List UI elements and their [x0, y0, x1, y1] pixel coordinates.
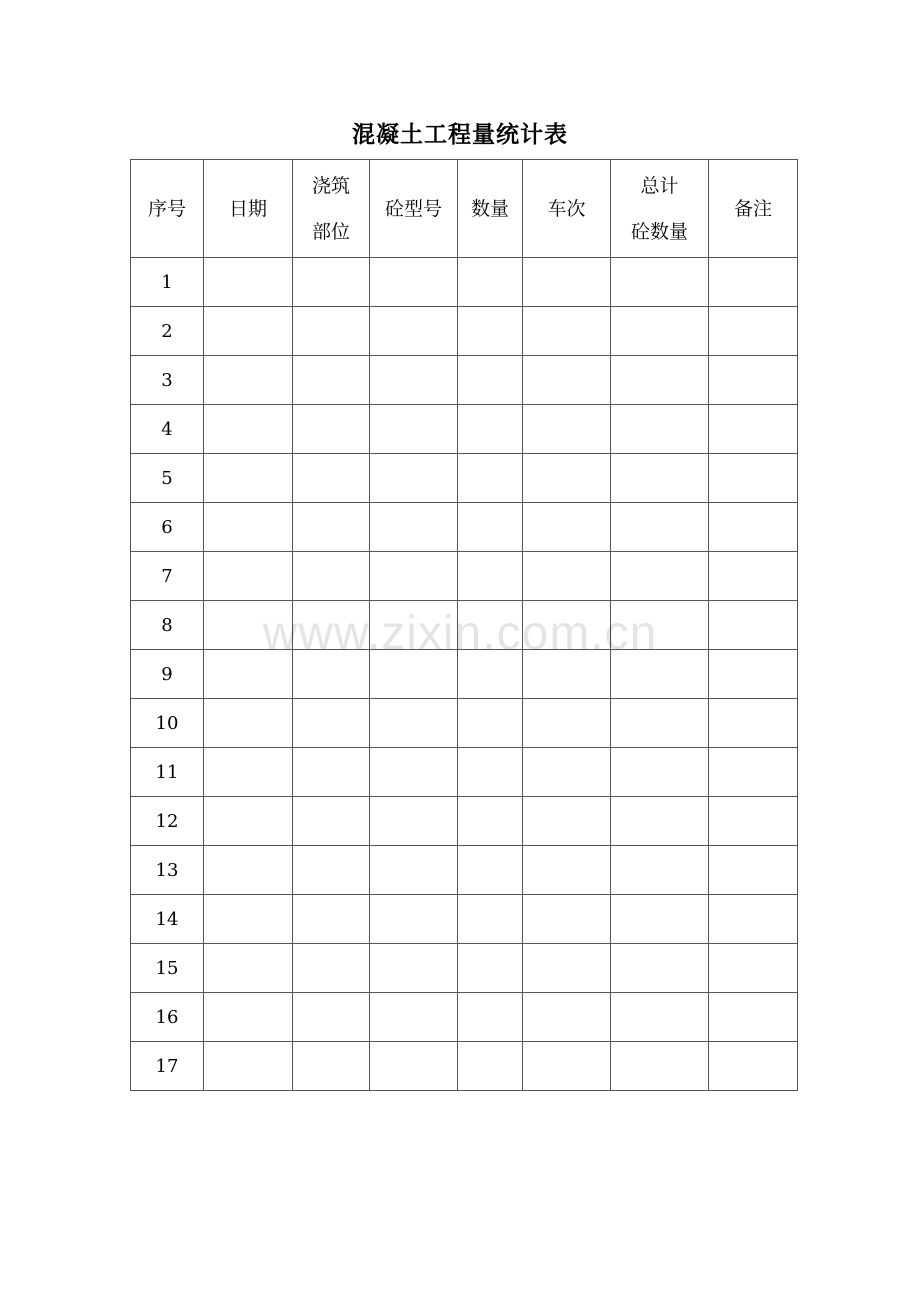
seq-cell: 7: [131, 552, 204, 601]
pour-location-cell[interactable]: [293, 356, 370, 405]
concrete-grade-cell[interactable]: [370, 797, 458, 846]
trips-cell[interactable]: [523, 601, 611, 650]
header-row: [131, 160, 798, 258]
quantity-cell[interactable]: [458, 895, 523, 944]
concrete-grade-cell[interactable]: [370, 405, 458, 454]
pour-location-cell[interactable]: [293, 454, 370, 503]
quantity-cell[interactable]: [458, 1042, 523, 1091]
header-total-volume-line1: 总计: [640, 174, 679, 197]
table-row: [131, 405, 798, 454]
remarks-cell[interactable]: [709, 846, 798, 895]
header-total-volume: [611, 160, 709, 258]
table-row: [131, 944, 798, 993]
pour-location-cell[interactable]: [293, 307, 370, 356]
table-row: [131, 307, 798, 356]
header-date-label: 日期: [228, 197, 267, 220]
pour-location-cell[interactable]: [293, 748, 370, 797]
quantity-cell[interactable]: [458, 944, 523, 993]
quantity-cell[interactable]: [458, 699, 523, 748]
remarks-cell[interactable]: [709, 797, 798, 846]
total-volume-cell[interactable]: [611, 1042, 709, 1091]
total-volume-cell[interactable]: [611, 846, 709, 895]
seq-cell: 3: [131, 356, 204, 405]
date-cell[interactable]: [204, 356, 293, 405]
concrete-grade-cell[interactable]: [370, 601, 458, 650]
remarks-cell[interactable]: [709, 405, 798, 454]
total-volume-cell[interactable]: [611, 895, 709, 944]
date-cell[interactable]: [204, 944, 293, 993]
trips-cell[interactable]: [523, 993, 611, 1042]
quantity-cell[interactable]: [458, 258, 523, 307]
pour-location-cell[interactable]: [293, 258, 370, 307]
header-quantity: [458, 160, 523, 258]
quantity-cell[interactable]: [458, 650, 523, 699]
date-cell[interactable]: [204, 846, 293, 895]
remarks-cell[interactable]: [709, 1042, 798, 1091]
concrete-grade-cell[interactable]: [370, 895, 458, 944]
concrete-grade-cell[interactable]: [370, 748, 458, 797]
concrete-grade-cell[interactable]: [370, 503, 458, 552]
total-volume-cell[interactable]: [611, 993, 709, 1042]
trips-cell[interactable]: [523, 552, 611, 601]
date-cell[interactable]: [204, 748, 293, 797]
remarks-cell[interactable]: [709, 650, 798, 699]
pour-location-cell[interactable]: [293, 1042, 370, 1091]
seq-cell: 13: [131, 846, 204, 895]
trips-cell[interactable]: [523, 650, 611, 699]
concrete-grade-cell[interactable]: [370, 944, 458, 993]
date-cell[interactable]: [204, 552, 293, 601]
total-volume-cell[interactable]: [611, 944, 709, 993]
concrete-grade-cell[interactable]: [370, 699, 458, 748]
seq-cell: 5: [131, 454, 204, 503]
remarks-cell[interactable]: [709, 454, 798, 503]
pour-location-cell[interactable]: [293, 405, 370, 454]
header-concrete-grade: [370, 160, 458, 258]
trips-cell[interactable]: [523, 454, 611, 503]
concrete-grade-cell[interactable]: [370, 356, 458, 405]
remarks-cell[interactable]: [709, 552, 798, 601]
seq-cell: 16: [131, 993, 204, 1042]
remarks-cell[interactable]: [709, 944, 798, 993]
seq-cell: 9: [131, 650, 204, 699]
concrete-grade-cell[interactable]: [370, 552, 458, 601]
watermark: www.zixin.com.cn: [262, 607, 658, 660]
concrete-grade-cell[interactable]: [370, 650, 458, 699]
table-row: [131, 895, 798, 944]
trips-cell[interactable]: [523, 1042, 611, 1091]
table-row: [131, 846, 798, 895]
trips-cell[interactable]: [523, 846, 611, 895]
quantity-cell[interactable]: [458, 454, 523, 503]
quantity-cell[interactable]: [458, 552, 523, 601]
table-row: [131, 552, 798, 601]
total-volume-cell[interactable]: [611, 356, 709, 405]
concrete-grade-cell[interactable]: [370, 993, 458, 1042]
table-row: [131, 993, 798, 1042]
date-cell[interactable]: [204, 503, 293, 552]
quantity-cell[interactable]: [458, 748, 523, 797]
remarks-cell[interactable]: [709, 258, 798, 307]
date-cell[interactable]: [204, 601, 293, 650]
seq-cell: 12: [131, 797, 204, 846]
seq-cell: 8: [131, 601, 204, 650]
pour-location-cell[interactable]: [293, 846, 370, 895]
pour-location-cell[interactable]: [293, 699, 370, 748]
table-row: [131, 748, 798, 797]
table-row: [131, 650, 798, 699]
remarks-cell[interactable]: [709, 699, 798, 748]
trips-cell[interactable]: [523, 405, 611, 454]
quantity-cell[interactable]: [458, 405, 523, 454]
header-quantity-label: 数量: [470, 197, 509, 220]
seq-cell: 6: [131, 503, 204, 552]
total-volume-cell[interactable]: [611, 405, 709, 454]
header-total-volume-line2: 砼数量: [630, 220, 688, 243]
date-cell[interactable]: [204, 454, 293, 503]
date-cell[interactable]: [204, 307, 293, 356]
remarks-cell[interactable]: [709, 993, 798, 1042]
quantity-cell[interactable]: [458, 503, 523, 552]
date-cell[interactable]: [204, 699, 293, 748]
header-remarks-label: 备注: [733, 197, 772, 220]
seq-cell: 14: [131, 895, 204, 944]
pour-location-cell[interactable]: [293, 601, 370, 650]
pour-location-cell[interactable]: [293, 650, 370, 699]
concrete-grade-cell[interactable]: [370, 1042, 458, 1091]
date-cell[interactable]: [204, 797, 293, 846]
header-seq: [131, 160, 204, 258]
table-row: [131, 1042, 798, 1091]
date-cell[interactable]: [204, 405, 293, 454]
date-cell[interactable]: [204, 1042, 293, 1091]
trips-cell[interactable]: [523, 944, 611, 993]
total-volume-cell[interactable]: [611, 601, 709, 650]
trips-cell[interactable]: [523, 356, 611, 405]
seq-cell: 10: [131, 699, 204, 748]
pour-location-cell[interactable]: [293, 944, 370, 993]
table-row: [131, 356, 798, 405]
total-volume-cell[interactable]: [611, 503, 709, 552]
document-title: 混凝土工程量统计表: [352, 121, 568, 148]
remarks-cell[interactable]: [709, 356, 798, 405]
trips-cell[interactable]: [523, 797, 611, 846]
header-date: [204, 160, 293, 258]
pour-location-cell[interactable]: [293, 895, 370, 944]
total-volume-cell[interactable]: [611, 650, 709, 699]
remarks-cell[interactable]: [709, 307, 798, 356]
concrete-grade-cell[interactable]: [370, 454, 458, 503]
header-seq-label: 序号: [147, 197, 186, 220]
total-volume-cell[interactable]: [611, 748, 709, 797]
total-volume-cell[interactable]: [611, 454, 709, 503]
header-remarks: [709, 160, 798, 258]
seq-cell: 2: [131, 307, 204, 356]
date-cell[interactable]: [204, 258, 293, 307]
quantity-cell[interactable]: [458, 993, 523, 1042]
seq-cell: 17: [131, 1042, 204, 1091]
quantity-cell[interactable]: [458, 797, 523, 846]
table-row: [131, 454, 798, 503]
seq-cell: 15: [131, 944, 204, 993]
table-row: [131, 258, 798, 307]
header-pour-location-line1: 浇筑: [311, 174, 350, 197]
date-cell[interactable]: [204, 650, 293, 699]
concrete-grade-cell[interactable]: [370, 258, 458, 307]
table-body: [131, 258, 798, 1091]
header-concrete-grade-label: 砼型号: [384, 197, 442, 220]
header-pour-location-line2: 部位: [311, 220, 350, 243]
seq-cell: 1: [131, 258, 204, 307]
trips-cell[interactable]: [523, 503, 611, 552]
trips-cell[interactable]: [523, 258, 611, 307]
seq-cell: 11: [131, 748, 204, 797]
table-row: [131, 503, 798, 552]
table-row: [131, 797, 798, 846]
remarks-cell[interactable]: [709, 601, 798, 650]
table-row: [131, 601, 798, 650]
pour-location-cell[interactable]: [293, 552, 370, 601]
trips-cell[interactable]: [523, 699, 611, 748]
trips-cell[interactable]: [523, 748, 611, 797]
remarks-cell[interactable]: [709, 895, 798, 944]
total-volume-cell[interactable]: [611, 307, 709, 356]
pour-location-cell[interactable]: [293, 797, 370, 846]
concrete-grade-cell[interactable]: [370, 846, 458, 895]
trips-cell[interactable]: [523, 895, 611, 944]
quantity-cell[interactable]: [458, 307, 523, 356]
remarks-cell[interactable]: [709, 503, 798, 552]
trips-cell[interactable]: [523, 307, 611, 356]
total-volume-cell[interactable]: [611, 258, 709, 307]
remarks-cell[interactable]: [709, 748, 798, 797]
total-volume-cell[interactable]: [611, 552, 709, 601]
concrete-grade-cell[interactable]: [370, 307, 458, 356]
quantity-cell[interactable]: [458, 356, 523, 405]
header-pour-location: [293, 160, 370, 258]
seq-cell: 4: [131, 405, 204, 454]
total-volume-cell[interactable]: [611, 797, 709, 846]
header-trips: [523, 160, 611, 258]
table-row: [131, 699, 798, 748]
header-trips-label: 车次: [547, 197, 586, 220]
total-volume-cell[interactable]: [611, 699, 709, 748]
concrete-statistics-table: [130, 159, 798, 1091]
pour-location-cell[interactable]: [293, 993, 370, 1042]
quantity-cell[interactable]: [458, 846, 523, 895]
pour-location-cell[interactable]: [293, 503, 370, 552]
date-cell[interactable]: [204, 895, 293, 944]
quantity-cell[interactable]: [458, 601, 523, 650]
date-cell[interactable]: [204, 993, 293, 1042]
